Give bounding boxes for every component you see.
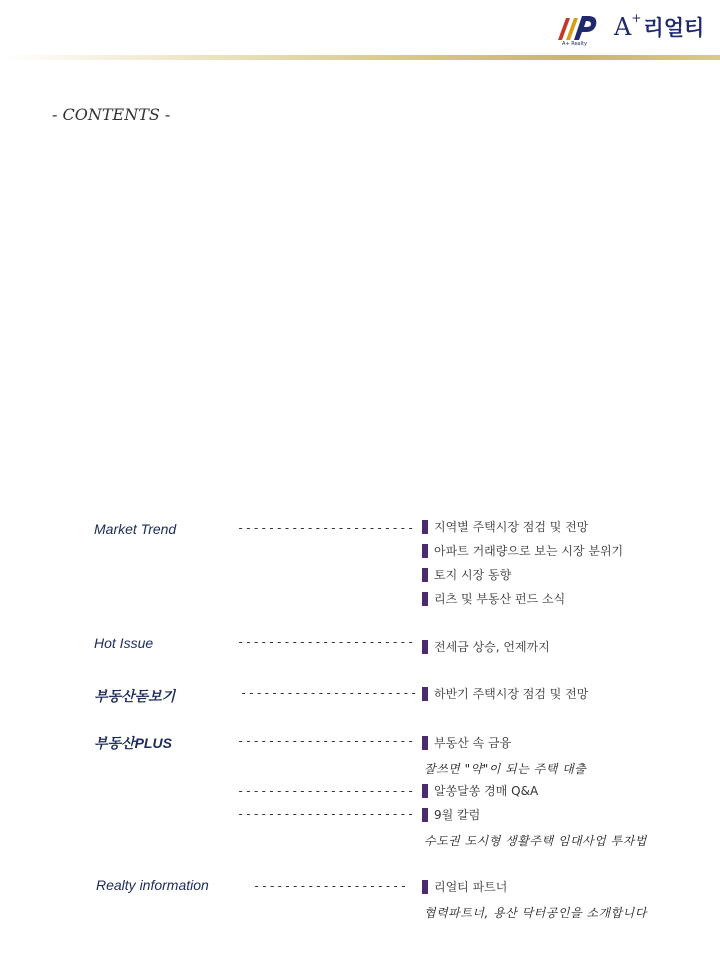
list-item: 알쏭달쏭 경매 Q&A — [422, 783, 538, 799]
item-subtitle: 협력파트너, 용산 닥터공인을 소개합니다 — [424, 906, 647, 920]
list-item: 부동산 속 금융 — [422, 735, 511, 751]
section-hot-issue: Hot Issue — [94, 635, 154, 651]
section-plus: 부동산PLUS — [94, 735, 172, 751]
section-focus: 부동산돋보기 — [94, 688, 176, 704]
logo-mark-icon — [556, 10, 602, 46]
bullet-bar-icon — [422, 687, 428, 701]
brand-logo — [556, 10, 716, 46]
list-item: 토지 시장 동향 — [422, 567, 511, 583]
bullet-bar-icon — [422, 880, 428, 894]
bullet-bar-icon — [422, 784, 428, 798]
leader-dashes: ----------------------- — [237, 734, 415, 748]
list-item: 하반기 주택시장 점검 및 전망 — [422, 686, 588, 702]
svg-text:A+ Realty: A+ Realty — [562, 41, 587, 46]
list-item: 지역별 주택시장 점검 및 전망 — [422, 519, 588, 535]
logo-wordmark: A+리얼티 — [614, 11, 705, 41]
leader-dashes: ----------------------- — [237, 521, 415, 535]
list-item: 리얼티 파트너 — [422, 879, 507, 895]
bullet-bar-icon — [422, 736, 428, 750]
leader-dashes: ----------------------- — [237, 784, 415, 798]
bullet-bar-icon — [422, 544, 428, 558]
list-item: 아파트 거래량으로 보는 시장 분위기 — [422, 543, 623, 559]
bullet-bar-icon — [422, 592, 428, 606]
leader-dashes: ----------------------- — [237, 635, 415, 649]
bullet-bar-icon — [422, 520, 428, 534]
leader-dashes: -------------------- — [253, 879, 408, 893]
item-subtitle: 수도권 도시형 생활주택 임대사업 투자법 — [424, 834, 647, 848]
section-realty-information: Realty information — [96, 877, 209, 893]
item-subtitle: 잘쓰면 "약"이 되는 주택 대출 — [424, 762, 587, 776]
bullet-bar-icon — [422, 568, 428, 582]
list-item: 전세금 상승, 언제까지 — [422, 639, 550, 655]
list-item: 9월 칼럼 — [422, 807, 480, 823]
header-divider — [0, 55, 720, 60]
bullet-bar-icon — [422, 808, 428, 822]
leader-dashes: ----------------------- — [240, 686, 418, 700]
section-market-trend: Market Trend — [94, 521, 177, 537]
leader-dashes: ----------------------- — [237, 807, 415, 821]
page-title: - CONTENTS - — [52, 105, 171, 124]
list-item: 리츠 및 부동산 펀드 소식 — [422, 591, 565, 607]
bullet-bar-icon — [422, 640, 428, 654]
